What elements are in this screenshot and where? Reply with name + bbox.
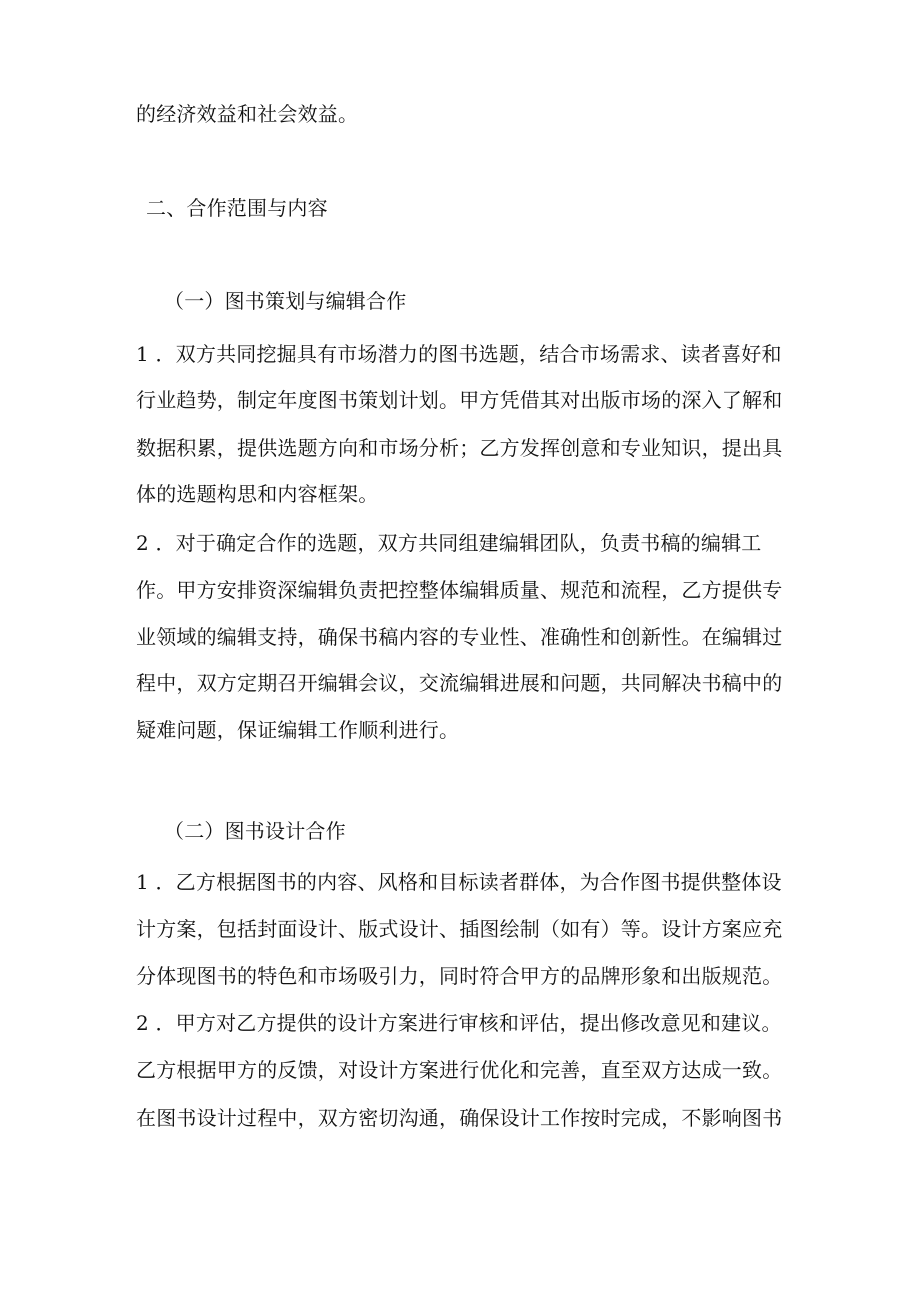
subsection-title-1: （一）图书策划与编辑合作 (164, 289, 407, 313)
paragraph-line: 计方案，包括封面设计、版式设计、插图绘制（如有）等。设计方案应充 (136, 917, 783, 941)
paragraph-line: 疑难问题，保证编辑工作顺利进行。 (136, 718, 460, 742)
paragraph-line: 1 ．乙方根据图书的内容、风格和目标读者群体，为合作图书提供整体设 (136, 870, 782, 894)
paragraph-line: 在图书设计过程中，双方密切沟通，确保设计工作按时完成，不影响图书 (136, 1106, 783, 1130)
subsection-title-2: （二）图书设计合作 (164, 819, 346, 843)
paragraph-line: 体的选题构思和内容框架。 (136, 482, 379, 506)
section-title: 二、合作范围与内容 (146, 196, 328, 220)
paragraph-line: 作。甲方安排资深编辑负责把控整体编辑质量、规范和流程，乙方提供专 (136, 578, 783, 602)
paragraph-line: 数据积累，提供选题方向和市场分析；乙方发挥创意和专业知识，提出具 (136, 436, 783, 460)
intro-tail-text: 的经济效益和社会效益。 (136, 102, 359, 126)
paragraph-line: 业领域的编辑支持，确保书稿内容的专业性、准确性和创新性。在编辑过 (136, 625, 783, 649)
paragraph-line: 程中，双方定期召开编辑会议，交流编辑进展和问题，共同解决书稿中的 (136, 671, 783, 695)
paragraph-line: 2 ．甲方对乙方提供的设计方案进行审核和评估，提出修改意见和建议。 (136, 1011, 782, 1035)
paragraph-line: 乙方根据甲方的反馈，对设计方案进行优化和完善，直至双方达成一致。 (136, 1058, 783, 1082)
paragraph-line: 行业趋势，制定年度图书策划计划。甲方凭借其对出版市场的深入了解和 (136, 388, 783, 412)
paragraph-line: 2 ．对于确定合作的选题，双方共同组建编辑团队，负责书稿的编辑工 (136, 531, 762, 555)
paragraph-line: 1 ．双方共同挖掘具有市场潜力的图书选题，结合市场需求、读者喜好和 (136, 342, 782, 366)
paragraph-line: 分体现图书的特色和市场吸引力，同时符合甲方的品牌形象和出版规范。 (136, 964, 783, 988)
